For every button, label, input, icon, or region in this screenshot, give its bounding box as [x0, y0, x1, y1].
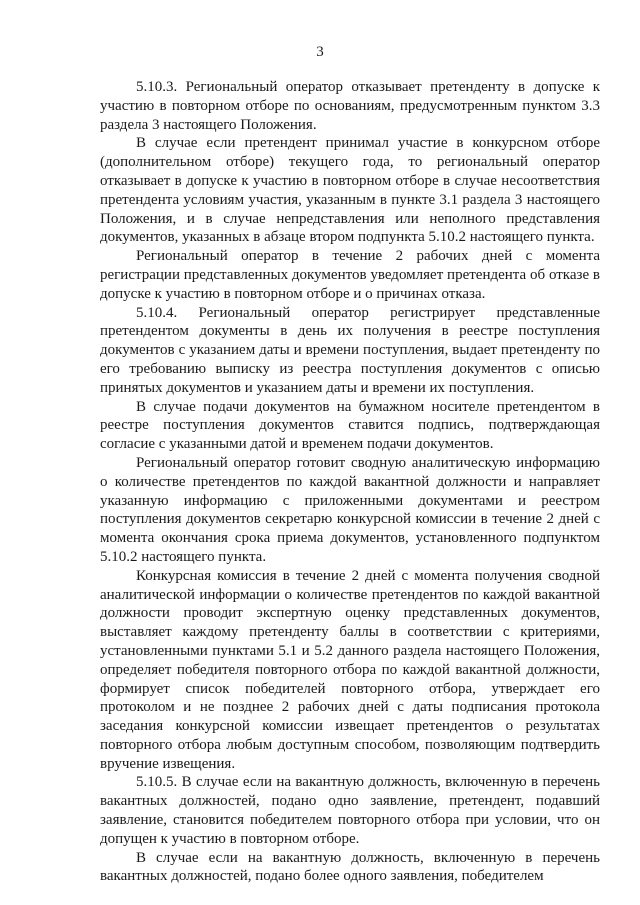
paragraph: Региональный оператор готовит сводную аналитическую информацию о количестве претендентов по каждой вакантной должности и направляет указанную информацию с приложенными документами и реестром поступления документов секретарю конкурсной комиссии в течение 2 дней с момента окончания срока приема документов, установленного подпунктом 5.10.2 настоящего пункта. [100, 454, 600, 565]
paragraph-5-10-5: 5.10.5. В случае если на вакантную должность, включенную в перечень вакантных должностей, подано одно заявление, претендент, подавший заявление, становится победителем повторного отбора при условии, что он допущен к участию в повторном отборе. [100, 774, 600, 847]
paragraph: Конкурсная комиссия в течение 2 дней с момента получения сводной аналитической информации о количестве претендентов по каждой вакантной должности проводит экспертную оценку представленных документов, выставляет каждому претенденту баллы в соответствии с критериями, установленными пунктами 5.1 и 5.2 данного раздела настоящего Положения, определяет победителя повторного отбора по каждой вакантной должности, формирует список победителей повторного отбора, утверждает его протоколом и не позднее 2 рабочих дней с даты подписания протокола заседания конкурсной комиссии извещает претендентов о результатах повторного отбора любым доступным способом, позволяющим подтвердить вручение извещения. [100, 567, 600, 772]
paragraph: В случае подачи документов на бумажном носителе претендентом в реестре поступления документов ставится подпись, подтверждающая согласие с указанными датой и временем подачи документов. [100, 398, 600, 453]
paragraph-5-10-3: 5.10.3. Региональный оператор отказывает претенденту в допуске к участию в повторном отборе по основаниям, предусмотренным пунктом 3.3 раздела 3 настоящего Положения. [100, 79, 600, 133]
paragraph-5-10-4: 5.10.4. Региональный оператор регистрирует представленные претендентом документы в день их получения в реестре поступления документов с указанием даты и времени поступления, выдает претенденту по его требованию выписку из реестра поступления документов с описью принятых документов и указанием даты и времени их поступления. [100, 304, 600, 396]
paragraph: В случае если на вакантную должность, включенную в перечень вакантных должностей, подано более одного заявления, победителем [100, 849, 600, 885]
page-number: 3 [316, 44, 324, 60]
document-body [100, 78, 600, 886]
paragraph: В случае если претендент принимал участие в конкурсном отборе (дополнительном отборе) текущего года, то региональный оператор отказывает в допуске к участию в повторном отборе в случае несоответствия претендента условиям участия, указанным в пункте 3.1 раздела 3 настоящего Положения, и в случае непредставления или неполного представления документов, указанных в абзаце втором подпункта 5.10.2 настоящего пункта. [100, 135, 600, 246]
paragraph: Региональный оператор в течение 2 рабочих дней с момента регистрации представленных документов уведомляет претендента об отказе в допуске к участию в повторном отборе и о причинах отказа. [100, 248, 600, 302]
